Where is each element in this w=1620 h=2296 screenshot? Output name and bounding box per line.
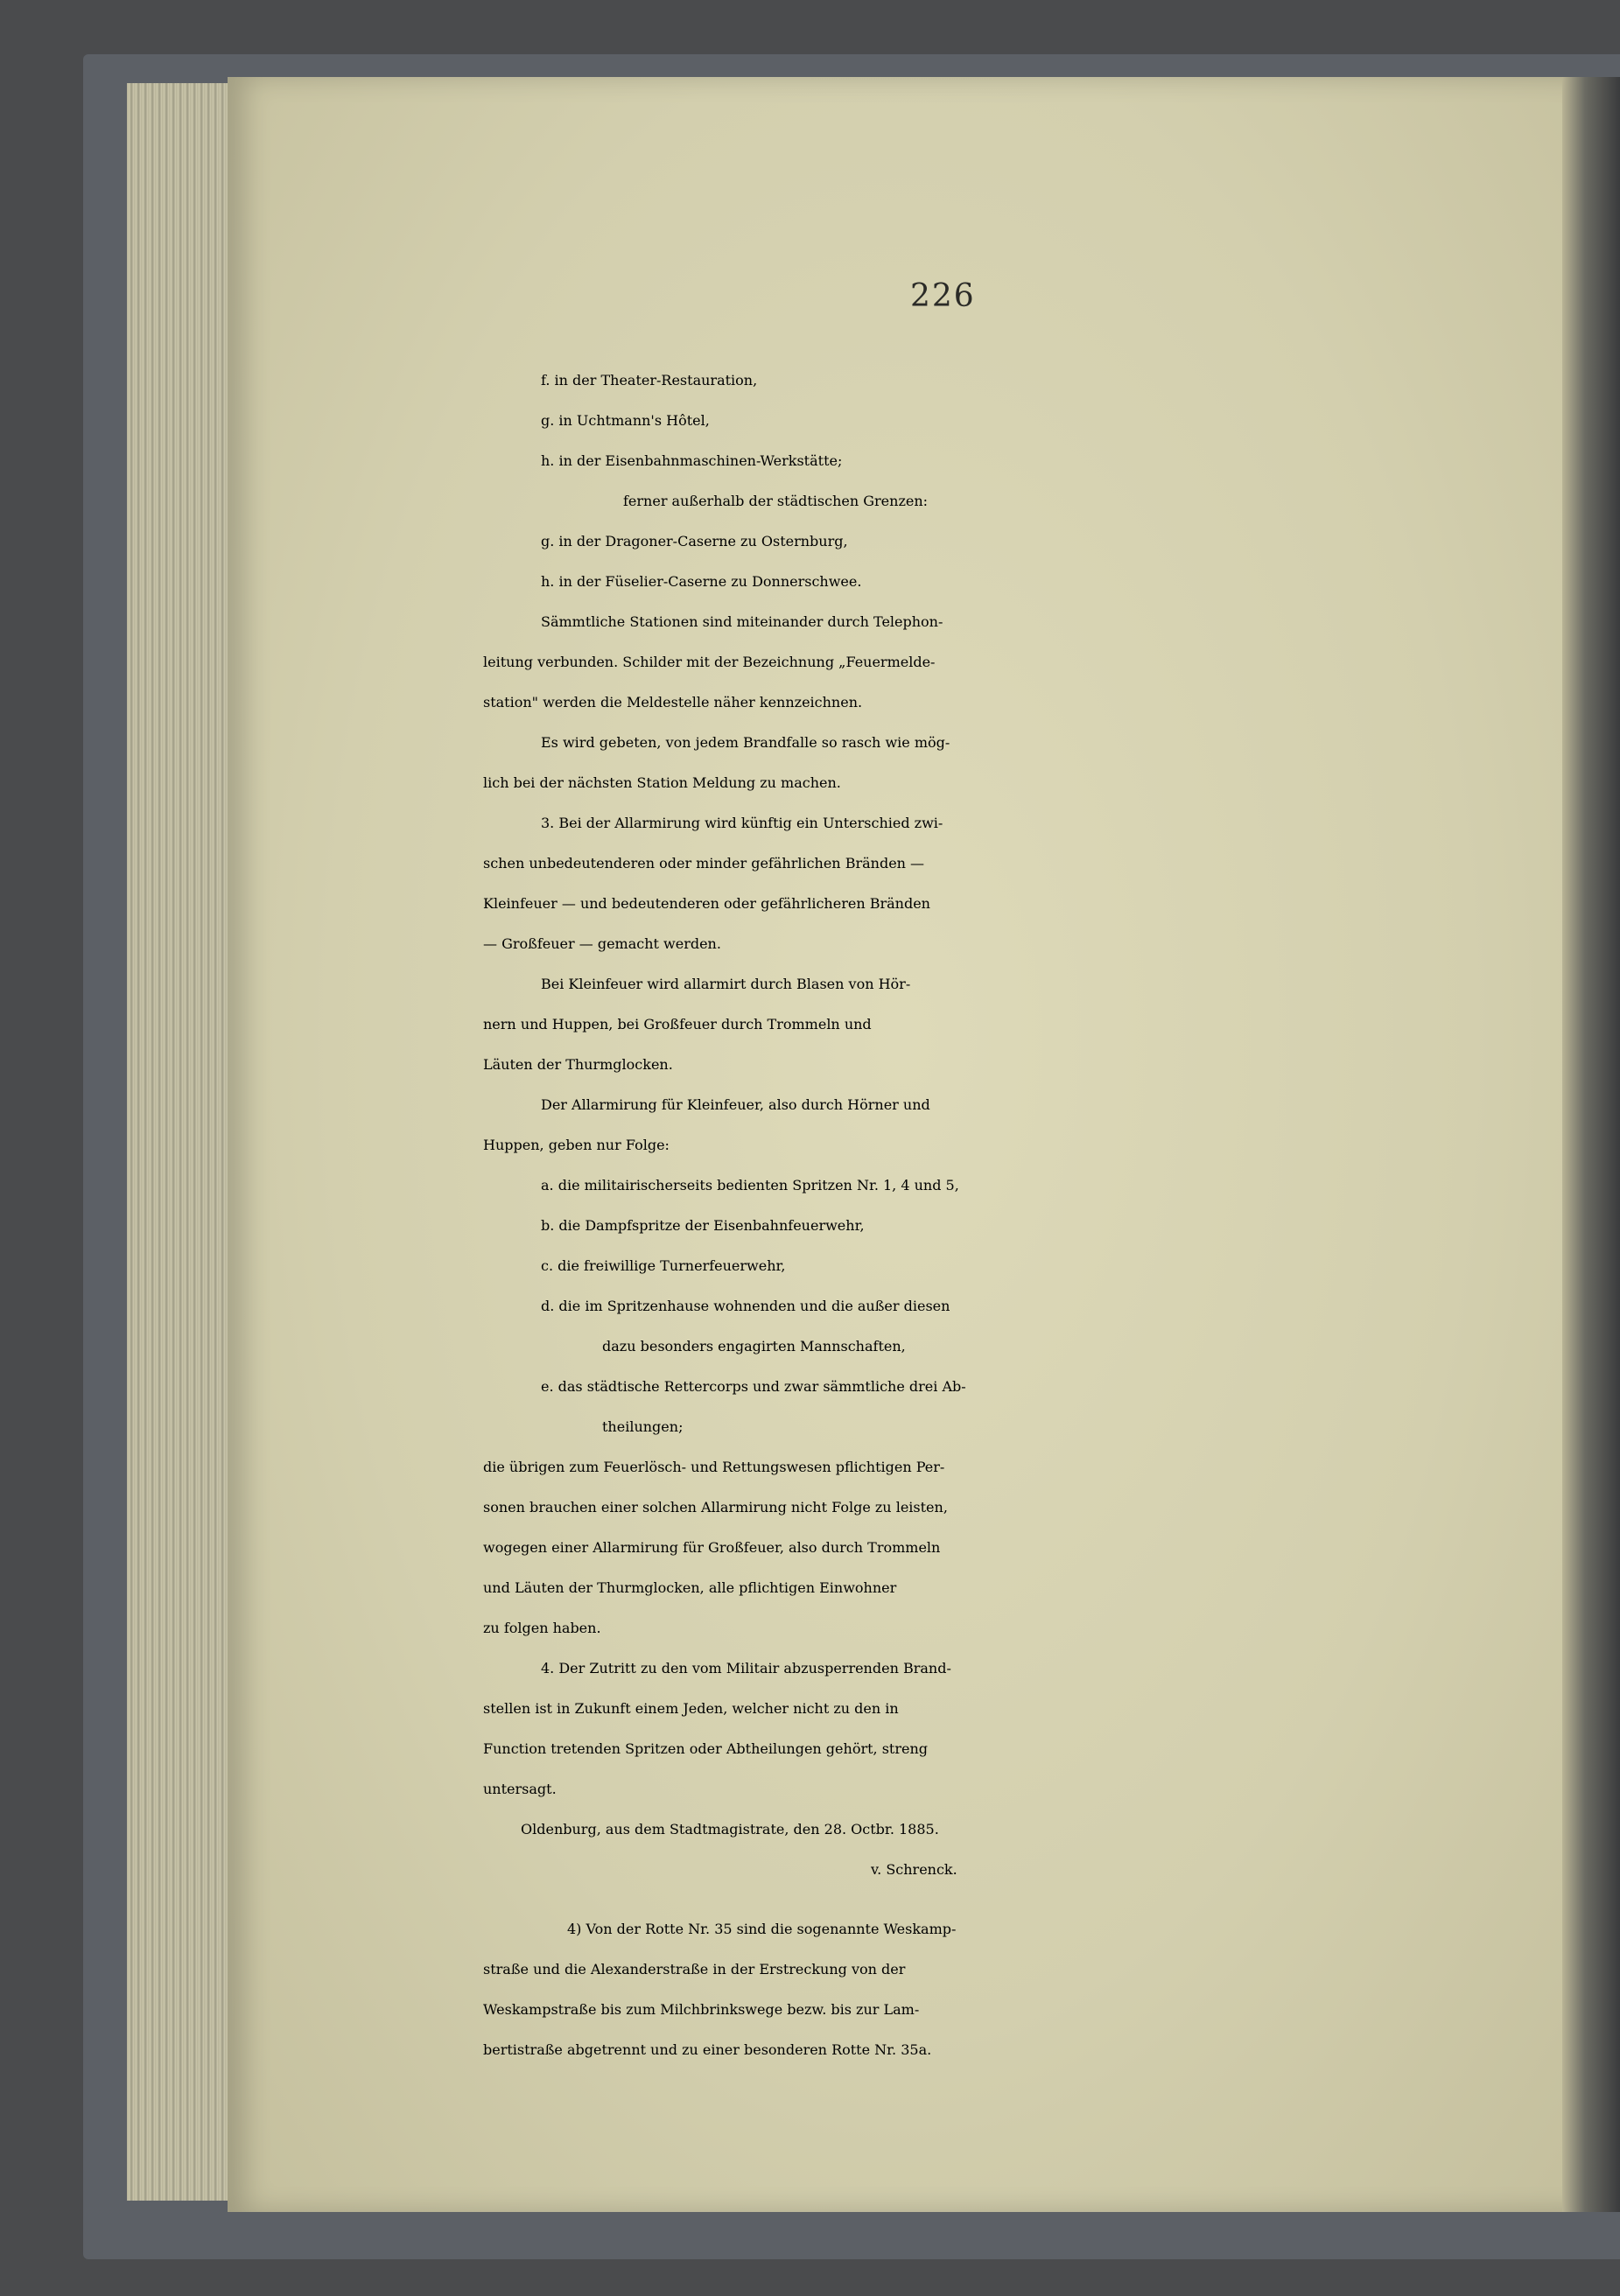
text-line: nern und Huppen, bei Großfeuer durch Trommeln und [483,1016,872,1032]
text-line: station" werden die Meldestelle näher kennzeichnen. [483,694,863,710]
text-line: Kleinfeuer — und bedeutenderen oder gefährlicheren Bränden [483,895,930,912]
text-line: Es wird gebeten, von jedem Brandfalle so rasch wie mög- [541,734,950,751]
text-line: ferner außerhalb der städtischen Grenzen: [623,493,929,509]
book-gutter [1562,77,1620,2212]
text-line: 3. Bei der Allarmirung wird künftig ein Unterschied zwi- [541,815,943,831]
text-line: straße und die Alexanderstraße in der Erstreckung von der [483,1961,906,1978]
text-line: Der Allarmirung für Kleinfeuer, also durch Hörner und [541,1096,930,1113]
text-line: e. das städtische Rettercorps und zwar sämmtliche drei Ab- [541,1378,966,1395]
text-line: die übrigen zum Feuerlösch- und Rettungswesen pflichtigen Per- [483,1459,945,1475]
text-line: 4. Der Zutritt zu den vom Militair abzusperrenden Brand- [541,1660,951,1676]
page-number: 226 [910,278,976,314]
text-line: dazu besonders engagirten Mannschaften, [602,1338,906,1354]
text-line: leitung verbunden. Schilder mit der Bezeichnung „Feuermelde- [483,654,936,670]
text-line: g. in Uchtmann's Hôtel, [541,412,710,429]
text-line: lich bei der nächsten Station Meldung zu machen. [483,774,841,791]
text-line: Bei Kleinfeuer wird allarmirt durch Blasen von Hör- [541,976,911,992]
text-line: sonen brauchen einer solchen Allarmirung nicht Folge zu leisten, [483,1499,948,1516]
text-line: d. die im Spritzenhause wohnenden und die außer diesen [541,1298,950,1314]
text-line: Sämmtliche Stationen sind miteinander durch Telephon- [541,613,943,630]
text-line: — Großfeuer — gemacht werden. [483,935,721,952]
text-line: b. die Dampfspritze der Eisenbahnfeuerwehr, [541,1217,865,1234]
text-line: untersagt. [483,1781,557,1797]
text-line: zu folgen haben. [483,1620,601,1636]
text-line: Huppen, geben nur Folge: [483,1137,670,1153]
text-line: bertistraße abgetrennt und zu einer besonderen Rotte Nr. 35a. [483,2041,932,2058]
book-page [228,77,1575,2212]
text-line: a. die militairischerseits bedienten Spritzen Nr. 1, 4 und 5, [541,1177,959,1194]
text-line: Weskampstraße bis zum Milchbrinkswege bezw. bis zur Lam- [483,2001,920,2018]
signature-name: v. Schrenck. [871,1861,957,1878]
page-edges [127,83,241,2201]
text-line: h. in der Eisenbahnmaschinen-Werkstätte; [541,452,843,469]
text-line: f. in der Theater-Restauration, [541,372,758,388]
text-line: 4) Von der Rotte Nr. 35 sind die sogenannte Weskamp- [567,1921,957,1937]
text-line: stellen ist in Zukunft einem Jeden, welcher nicht zu den in [483,1700,899,1717]
text-line: g. in der Dragoner-Caserne zu Osternburg, [541,533,848,550]
text-line: schen unbedeutenderen oder minder gefährlichen Bränden — [483,855,925,872]
text-line: h. in der Füselier-Caserne zu Donnerschwee. [541,573,862,590]
text-line: Oldenburg, aus dem Stadtmagistrate, den 28. Octbr. 1885. [521,1821,939,1838]
text-line: Läuten der Thurmglocken. [483,1056,673,1073]
text-line: c. die freiwillige Turnerfeuerwehr, [541,1257,786,1274]
text-line: und Läuten der Thurmglocken, alle pflichtigen Einwohner [483,1579,897,1596]
text-line: wogegen einer Allarmirung für Großfeuer, also durch Trommeln [483,1539,941,1556]
text-line: theilungen; [602,1418,684,1435]
text-line: Function tretenden Spritzen oder Abtheilungen gehört, streng [483,1740,929,1757]
